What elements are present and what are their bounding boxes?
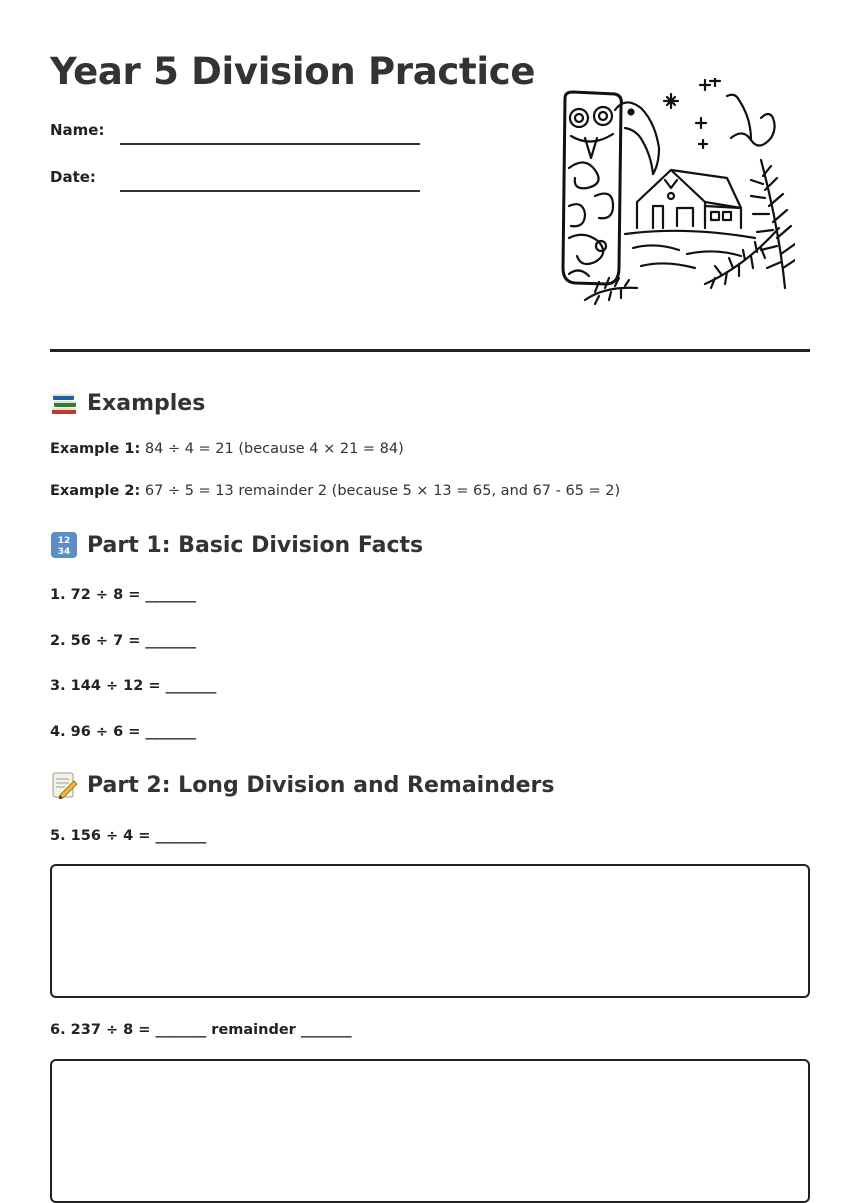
question-6[interactable]: 6. 237 ÷ 8 = _______ remainder _______ [50,1022,352,1038]
question-3[interactable]: 3. 144 ÷ 12 = _______ [50,678,217,694]
maori-carving-illustration [555,78,795,308]
numbers-1234-icon [50,531,78,559]
name-label: Name: [50,121,105,139]
example-label: Example 2: [50,483,141,499]
part1-heading-text: Part 1: Basic Division Facts [87,532,424,558]
examples-heading [50,389,205,417]
question-5[interactable]: 5. 156 ÷ 4 = _______ [50,828,207,844]
question-1[interactable]: 1. 72 ÷ 8 = _______ [50,587,197,603]
date-label: Date: [50,168,96,186]
name-write-line[interactable] [120,143,420,145]
working-box-6[interactable] [50,1059,810,1203]
svg-text:12: 12 [57,536,71,546]
working-box-5[interactable] [50,864,810,998]
question-4[interactable]: 4. 96 ÷ 6 = _______ [50,724,197,740]
question-2[interactable]: 2. 56 ÷ 7 = _______ [50,633,197,649]
memo-pencil-icon [50,771,78,799]
page-title: Year 5 Division Practice [50,50,536,93]
section-divider [50,349,810,352]
books-icon [50,389,78,417]
example-1 [50,441,404,457]
example-text: 84 ÷ 4 = 21 (because 4 × 21 = 84) [144,441,404,457]
part2-heading-text: Part 2: Long Division and Remainders [87,772,555,798]
examples-heading-text: Examples [87,390,206,416]
date-write-line[interactable] [120,190,420,192]
svg-text:34: 34 [57,547,71,557]
example-2 [50,483,620,499]
part2-heading [50,771,555,799]
example-label: Example 1: [50,441,141,457]
part1-heading [50,531,423,559]
example-text: 67 ÷ 5 = 13 remainder 2 (because 5 × 13 = 65, and 67 - 65 = 2) [144,483,621,499]
